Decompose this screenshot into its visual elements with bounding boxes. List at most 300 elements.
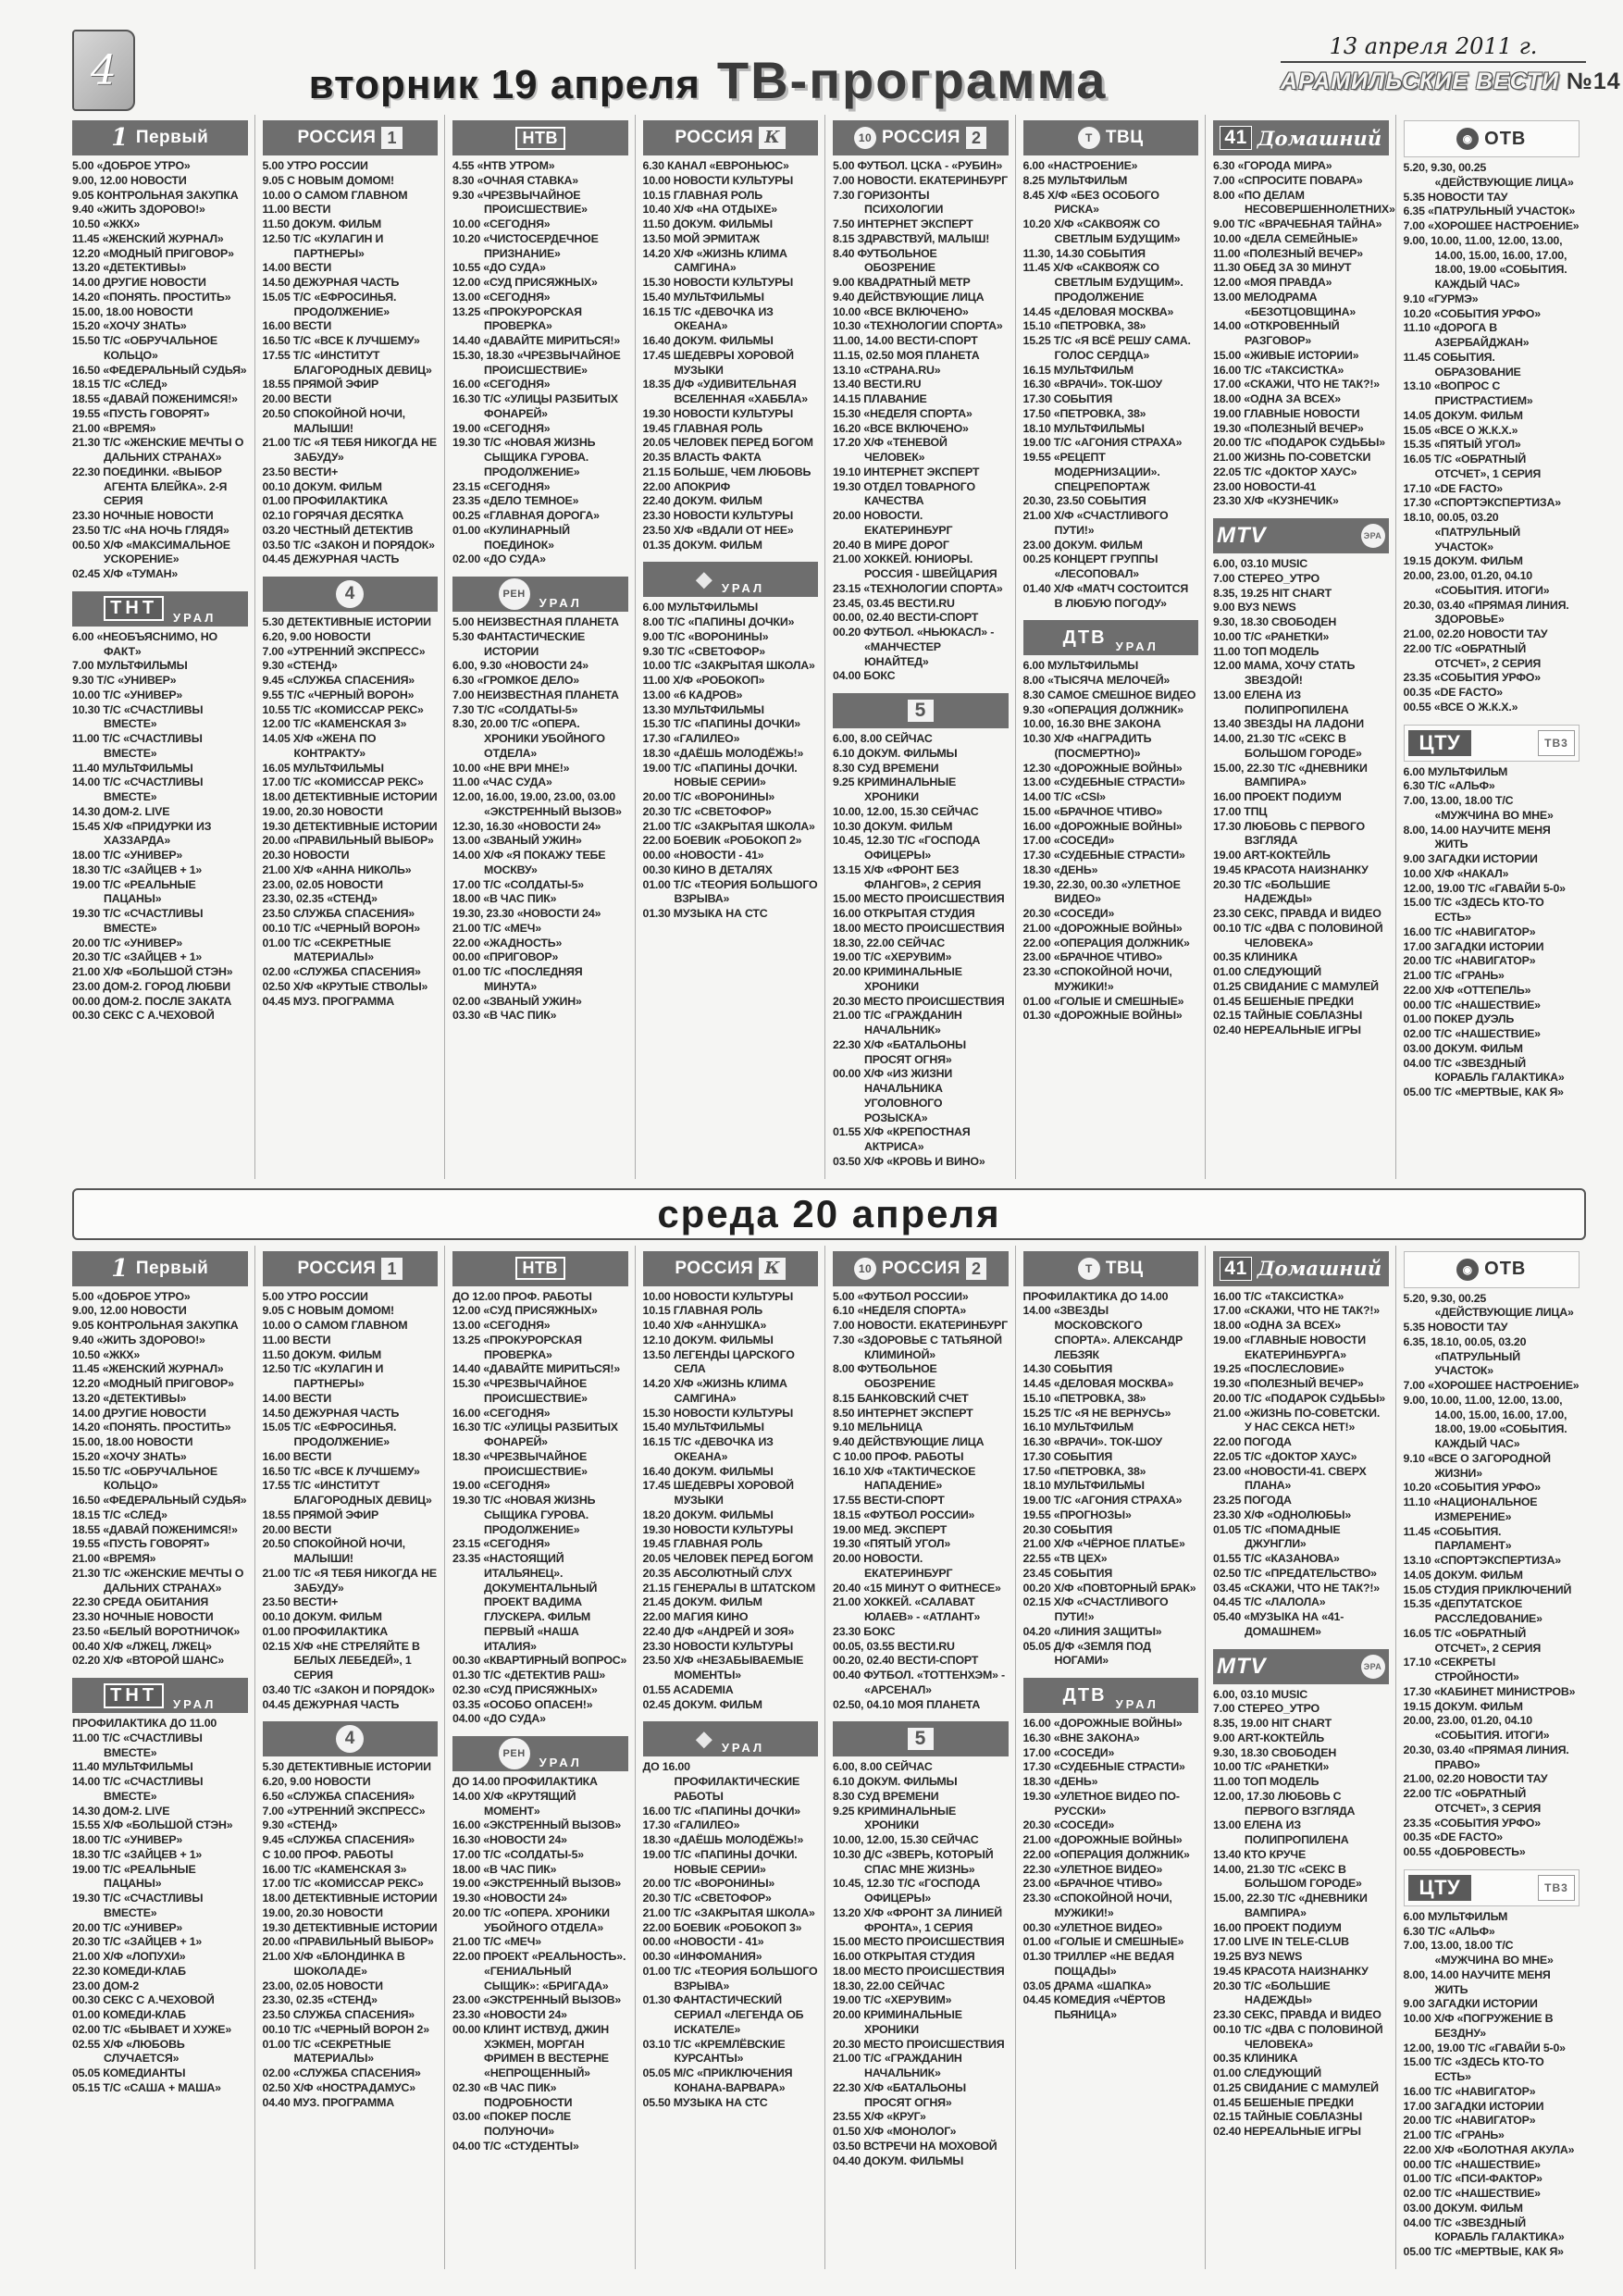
listing-item: 6.00 МУЛЬТФИЛЬМ [1403,1909,1508,1923]
listing-item: 21.00 Т/С «ГРАНЬ» [1403,2128,1505,2141]
listing-item: 00.00 КЛИНТ ИСТВУД, ДЖИН ХЭКМЕН, МОРГАН ФРИМЕН В ВЕСТЕРНЕ «НЕПРОЩЕННЫЙ» [452,2022,610,2079]
channel-column [1023,115,1207,1179]
listing-item: 21.00 «ВРЕМЯ» [72,421,156,435]
listings-4-kanal [263,1760,439,2110]
listing-item: 19.00 Т/С «ПАПИНЫ ДОЧКИ. НОВЫЕ СЕРИИ» [642,761,798,789]
listing-item: 03.00 «ПОКЕР ПОСЛЕ ПОЛУНОЧИ» [452,2110,571,2138]
listing-item: 00.05, 03.55 ВЕСТИ.RU [833,1639,955,1653]
listing-item: 16.50 Т/С «ВСЕ К ЛУЧШЕМУ» [262,334,420,347]
listing-item: 00.00 Х/Ф «ИЗ ЖИЗНИ НАЧАЛЬНИКА УГОЛОВНОГО РОЗЫСКА» [833,1067,953,1124]
channel-name-text: РОССИЯ [882,1258,960,1278]
listing-item: 14.30 ДОМ-2. LIVE [72,1804,170,1818]
listing-item: 18.35 Д/Ф «УДИВИТЕЛЬНАЯ ВСЕЛЕННАЯ «ХАББЛА» [642,378,808,405]
listing-item: 20.30, 03.40 «ПРЯМАЯ ЛИНИЯ. ЗДОРОВЬЕ» [1403,598,1569,627]
channel-10-icon: 10 [854,127,876,149]
channel-41-icon: 41 [1220,1257,1251,1281]
listing-item: 12.00 МАМА, ХОЧУ СТАТЬ ЗВЕЗДОЙ! [1213,659,1356,687]
listing-item: 5.00 «ДОБРОЕ УТРО» [72,159,191,172]
listing-item: 16.00 Т/С «НАВИГАТОР» [1403,925,1536,938]
listing-item: 05.40 «МУЗЫКА НА «41-ДОМАШНЕМ» [1213,1610,1344,1638]
listing-item: 11.30, 14.30 СОБЫТИЯ [1022,246,1146,260]
listing-item: 23.00 «НОВОСТИ-41. СВЕРХ ПЛАНА» [1213,1464,1367,1493]
listing-item: 01.00 «ГОЛЫЕ И СМЕШНЫЕ» [1022,1935,1184,1949]
listing-item: 01.00 Т/С «ТЕОРИЯ БОЛЬШОГО ВЗРЫВА» [642,877,818,906]
listing-item: 5.30 ФАНТАСТИЧЕСКИЕ ИСТОРИИ [452,629,586,658]
listing-item: 12.00, 16.00, 19.00, 23.00, 03.00 «ЭКСТРЕННЫЙ ВЫЗОВ» [452,790,622,818]
listing-item: 01.00 СЛЕДУЮЩИЙ [1213,965,1321,978]
listing-item: 19.30 Т/С «НОВАЯ ЖИЗНЬ СЫЩИКА ГУРОВА. ПРОДОЛЖЕНИЕ» [452,1494,596,1536]
listing-item: 9.00, 10.00, 11.00, 12.00, 13.00, 14.00, 15.00, 16.00, 17.00, 18.00, 19.00 «СОБЫТИЯ. КАЖДЫЙ ЧАС» [1403,1393,1567,1450]
listing-item: 02.40 НЕРЕАЛЬНЫЕ ИГРЫ [1213,2125,1361,2138]
listing-item: 00.10 Т/С «ДВА С ПОЛОВИНОЙ ЧЕЛОВЕКА» [1213,921,1383,949]
listing-item: 17.20 Х/Ф «ТЕНЕВОЙ ЧЕЛОВЕК» [833,436,948,464]
page-number: 4 [91,46,117,94]
listings-ural-sts [643,601,819,922]
listing-item: 9.30 «ОПЕРАЦИЯ ДОЛЖНИК» [1022,702,1183,716]
listing-item: 20.35 АБСОЛЮТНЫЙ СЛУХ [642,1566,792,1580]
listing-item: 23.25 ПОГОДА [1213,1494,1292,1507]
listing-item: 14.20 Х/Ф «ЖИЗНЬ КЛИМА САМГИНА» [642,1377,787,1405]
listing-item: 9.00 ЗАГАДКИ ИСТОРИИ [1403,1997,1538,2011]
listing-item: 23.50 «БЕЛЫЙ ВОРОТНИЧОК» [72,1624,241,1638]
listing-item: 18.00 МЕСТО ПРОИСШЕСТВИЯ [833,921,1005,935]
listing-item: 14.00 ВЕСТИ [262,261,332,275]
listing-item: 22.00 Х/Ф «ОТТЕПЕЛЬ» [1403,983,1531,997]
listing-item: 13.00 «СЕГОДНЯ» [452,290,551,304]
listing-item: 23.50 СЛУЖБА СПАСЕНИЯ» [262,2008,415,2021]
listing-item: 17.45 ШЕДЕВРЫ ХОРОВОЙ МУЗЫКИ [642,348,794,377]
listing-item: ДО 16.00 ПРОФИЛАКТИЧЕСКИЕ РАБОТЫ [642,1760,800,1803]
listing-item: 20.30 Т/С «СВЕТОФОР» [642,804,772,818]
listing-item: 20.30 «СОСЕДИ» [1022,1818,1115,1832]
listing-item: 18.30 «ДЕНЬ» [1022,1775,1098,1788]
listing-item: 17.00 Т/С «СОЛДАТЫ-5» [452,1847,584,1861]
listing-item: 00.40 ФУТБОЛ. «ТОТТЕНХЭМ» - «АРСЕНАЛ» [833,1669,1005,1696]
listing-item: 17.30 «ГАЛИЛЕО» [642,732,740,745]
listings-dtv-ural [1023,1717,1199,2023]
crystal-icon: ◆ [696,1727,712,1751]
listing-item: 14.00 ДРУГИЕ НОВОСТИ [72,1406,206,1420]
listing-item: 19.00 Т/С «ХЕРУВИМ» [833,1993,952,2007]
listing-item: 02.00 Т/С «НАШЕСТВИЕ» [1403,1027,1541,1040]
listing-item: 20.00 ВЕСТИ [262,1522,332,1536]
listings-ren-ural [452,615,628,1024]
listing-item: 20.00 Т/С «НАВИГАТОР» [1403,954,1536,968]
listing-item: 14.50 ДЕЖУРНАЯ ЧАСТЬ [262,1406,400,1420]
listing-item: 15.00, 18.00 НОВОСТИ [72,304,193,318]
channel-name-text: РОССИЯ [675,128,754,147]
listing-item: 20.00 НОВОСТИ. ЕКАТЕРИНБУРГ [833,509,953,537]
listing-item: 22.40 Д/Ф «АНДРЕЙ И ЗОЯ» [642,1624,795,1638]
listing-item: 22.05 Т/С «ДОКТОР ХАУС» [1213,1449,1357,1463]
listing-item: 22.00 «ЖАДНОСТЬ» [452,936,563,949]
listing-item: 10.00 НОВОСТИ КУЛЬТУРЫ [642,1289,794,1303]
listing-item: 10.30 «ТЕХНОЛОГИИ СПОРТА» [833,319,1003,333]
listing-item: 23.50 Т/С «НА НОЧЬ ГЛЯДЯ» [72,523,229,537]
channel-column [1404,115,1587,1179]
channel-logo-rossiya-2 [833,1251,1009,1286]
listing-item: 15.35 «ДЕПУТАТСКОЕ РАССЛЕДОВАНИЕ» [1403,1597,1542,1625]
listing-item: 9.45 «СЛУЖБА СПАСЕНИЯ» [262,674,415,687]
listing-item: 18.55 ПРЯМОЙ ЭФИР [262,378,379,391]
listing-item: 17.30 «СПОРТЭКСПЕРТИЗА» [1403,496,1561,510]
listing-item: 23.30 Х/Ф «КУЗНЕЧИК» [1213,494,1339,508]
listing-item: 6.00, 03.10 MUSIC [1213,1687,1307,1701]
listing-item: 21.00 Х/Ф «АННА НИКОЛЬ» [262,863,412,876]
listing-item: 03.00 ДОКУМ. ФИЛЬМ [1403,2201,1523,2215]
listing-item: 18.00 Т/С «УНИВЕР» [72,1833,183,1846]
channel-column [452,115,636,1179]
listing-item: 20.00, 23.00, 01.20, 04.10 «СОБЫТИЯ. ИТОГИ» [1403,1714,1550,1742]
listing-item: 21.00 Х/Ф «БЛОНДИНКА В ШОКОЛАДЕ» [262,1950,405,1978]
listing-item: 18.00 МЕСТО ПРОИСШЕСТВИЯ [833,1964,1005,1978]
listing-item: 03.00 ДОКУМ. ФИЛЬМ [1403,1041,1523,1055]
listing-item: 22.00 АПОКРИФ [642,479,730,493]
listing-item: 10.45, 12.30 Т/С «ГОСПОДА ОФИЦЕРЫ» [833,1877,981,1905]
listing-item: 01.25 СВИДАНИЕ С МАМУЛЕЙ [1213,979,1379,993]
listing-item: 14.00 Т/С «CSI» [1022,790,1106,803]
listing-item: 9.40 «ЖИТЬ ЗДОРОВО!» [72,1333,205,1347]
listing-item: 9.05 КОНТРОЛЬНАЯ ЗАКУПКА [72,1319,239,1332]
listing-item: 15.50 Т/С «ОБРУЧАЛЬНОЕ КОЛЬЦО» [72,1464,217,1493]
listing-item: 11.00 ТОП МОДЕЛЬ [1213,644,1319,658]
rossiya-2-badge-icon: 2 [966,1258,987,1280]
listing-item: 18.15 Т/С «СЛЕД» [72,1508,167,1521]
channel-name-text: ОТВ [1484,128,1527,149]
listing-item: 13.15 Х/Ф «ФРОНТ БЕЗ ФЛАНГОВ», 2 СЕРИЯ [833,863,982,891]
listing-item: 20.00 КРИМИНАЛЬНЫЕ ХРОНИКИ [833,2008,962,2036]
listing-item: 19.30 Т/С «СЧАСТЛИВЫ ВМЕСТЕ» [72,907,204,935]
listing-item: 10.00 Т/С «ЗАКРЫТАЯ ШКОЛА» [642,659,815,673]
listing-item: 04.45 МУЗ. ПРОГРАММА [262,994,395,1008]
listing-item: 19.15 ДОКУМ. ФИЛЬМ [1403,1699,1523,1713]
listing-item: 6.00 МУЛЬТФИЛЬМЫ [1022,659,1139,673]
listing-item: 12.00, 19.00 Т/С «ГАВАЙИ 5-0» [1403,881,1566,895]
listing-item: 10.00 «ВСЕ ВКЛЮЧЕНО» [833,304,969,318]
listing-item: 23.50 Х/Ф «НЕЗАБЫВАЕМЫЕ МОМЕНТЫ» [642,1654,804,1682]
listing-item: 23.35 «НАСТОЯЩИЙ ИТАЛЬЯНЕЦ». ДОКУМЕНТАЛЬНЫЙ ПРОЕКТ ВАДИМА ГЛУСКЕРА. ФИЛЬМ ПЕРВЫЙ «НАША ИТАЛИЯ» [452,1552,598,1653]
rossiya-1-badge-icon: 1 [381,127,403,149]
listing-item: 19.45 КРАСОТА НАИЗНАНКУ [1213,1964,1369,1978]
listing-item: 00.00, 02.40 ВЕСТИ-СПОРТ [833,611,979,625]
listing-item: 14.15 ПЛАВАНИЕ [833,392,927,405]
listing-item: 16.50 Т/С «ВСЕ К ЛУЧШЕМУ» [262,1464,420,1478]
listing-item: 6.00, 9.30 «НОВОСТИ 24» [452,659,588,673]
listing-item: 01.45 БЕШЕНЫЕ ПРЕДКИ [1213,994,1354,1008]
listing-item: 15.30, 18.30 «ЧРЕЗВЫЧАЙНОЕ ПРОИСШЕСТВИЕ» [452,348,621,377]
listing-item: 14.45 «ДЕЛОВАЯ МОСКВА» [1022,1377,1174,1390]
channel-name-text: УРАЛ [1115,639,1158,654]
listing-item: 17.00 «СОСЕДИ» [1022,1745,1115,1759]
listing-item: 19.00 МЕД. ЭКСПЕРТ [833,1522,948,1536]
listing-item: 5.30 ДЕТЕКТИВНЫЕ ИСТОРИИ [262,1760,431,1774]
listing-item: 20.30 «СОСЕДИ» [1022,907,1115,920]
listing-item: 02.50, 04.10 МОЯ ПЛАНЕТА [833,1697,981,1711]
listing-item: 16.00 «СЕГОДНЯ» [452,378,551,391]
listing-item: 7.00 НОВОСТИ. ЕКАТЕРИНБУРГ [833,173,1008,187]
listing-item: 16.10 МУЛЬТФИЛЬМ [1022,1421,1134,1434]
listing-item: 11.45 «ЖЕНСКИЙ ЖУРНАЛ» [72,231,224,245]
channel-4-icon: 4 [336,1725,364,1753]
listing-item: 15.20 «ХОЧУ ЗНАТЬ» [72,1449,187,1463]
listing-item: 10.40 Х/Ф «НА ОТДЫХЕ» [642,203,777,217]
listing-item: 00.30 «ИНФОМАНИЯ» [642,1950,762,1963]
listing-item: 23.50 ВЕСТИ+ [262,1595,339,1609]
listing-item: 17.00 Т/С «КОМИССАР РЕКС» [262,776,424,789]
listing-item: 20.40 В МИРЕ ДОРОГ [833,538,949,552]
listing-item: 01.30 «ДОРОЖНЫЕ ВОЙНЫ» [1022,1009,1183,1023]
listing-item: 19.00 Т/С «ПАПИНЫ ДОЧКИ. НОВЫЕ СЕРИИ» [642,1847,798,1876]
listing-item: 16.00 ПРОЕКТ ПОДИУМ [1213,790,1342,803]
listing-item: 15.00 «ЖИВЫЕ ИСТОРИИ» [1213,348,1359,362]
listing-item: 00.30 СЕКС С А.ЧЕХОВОЙ [72,1009,215,1023]
listing-item: 12.10 ДОКУМ. ФИЛЬМЫ [642,1333,774,1347]
rossiya-2-badge-icon: 2 [966,127,987,149]
listings-rossiya-1 [263,159,439,567]
listing-item: 01.30 МУЗЫКА НА СТС [642,907,768,920]
channel-logo-perviy [72,1251,248,1286]
channel-logo-rossiya-1 [263,120,439,155]
listing-item: 5.20, 9.30, 00.25 «ДЕЙСТВУЮЩИЕ ЛИЦА» [1403,1291,1574,1320]
listing-item: 23.00 ДОМ-2 [72,1979,140,1992]
ntv-logo-icon: НТВ [515,1257,566,1280]
listing-item: 22.00 МАГИЯ КИНО [642,1610,749,1623]
listing-item: 00.35 «DE FACTO» [1403,686,1503,699]
ren-logo-icon: РЕН [499,1738,530,1769]
listing-item: 22.40 ДОКУМ. ФИЛЬМ [642,494,762,508]
listing-item: 00.10 Т/С «ДВА С ПОЛОВИНОЙ ЧЕЛОВЕКА» [1213,2022,1383,2051]
listing-item: 17.45 ШЕДЕВРЫ ХОРОВОЙ МУЗЫКИ [642,1479,794,1507]
listing-item: 17.55 Т/С «ИНСТИТУТ БЛАГОРОДНЫХ ДЕВИЦ» [262,1479,432,1507]
era-logo-icon: ЭРА [1361,1655,1385,1679]
listing-item: 8.35, 19.00 HIT CHART [1213,1717,1332,1730]
listing-item: 01.55 Т/С «КАЗАНОВА» [1213,1552,1340,1565]
listing-item: 6.10 ДОКУМ. ФИЛЬМЫ [833,746,958,760]
listing-item: 7.50 ИНТЕРНЕТ ЭКСПЕРТ [833,217,973,230]
listing-item: 14.40 «ДАВАЙТЕ МИРИТЬСЯ!» [452,334,621,347]
listing-item: 01.30 ТРИЛЛЕР «НЕ ВЕДАЯ ПОЩАДЫ» [1022,1950,1174,1978]
listing-item: 18.10 МУЛЬТФИЛЬМЫ [1022,1479,1145,1493]
listing-item: 19.00 Т/С «РЕАЛЬНЫЕ ПАЦАНЫ» [72,1862,196,1891]
listing-item: 11.10 «ДОРОГА В АЗЕРБАЙДЖАН» [1403,321,1530,349]
channel-logo-otv [1404,1251,1580,1288]
channel-logo-ural-sts [643,1721,819,1756]
listing-item: 22.30 Х/Ф «БАТАЛЬОНЫ ПРОСЯТ ОГНЯ» [833,1037,966,1066]
listings-5-kanal [833,1760,1009,2168]
tv3-logo-icon: ТВ3 [1538,1875,1575,1901]
listing-item: 00.30 КИНО В ДЕТАЛЯХ [642,863,773,876]
listing-item: 15.00 Т/С «ЗДЕСЬ КТО-ТО ЕСТЬ» [1403,896,1544,924]
listing-item: 12.00 «МОЯ ПРАВДА» [1213,276,1332,289]
listing-item: 00.10 Т/С «ЧЕРНЫЙ ВОРОН» [262,921,420,935]
listing-item: 02.00 Т/С «БЫВАЕТ И ХУЖЕ» [72,2022,232,2036]
listing-item: 23.55 Х/Ф «КРУГ» [833,2110,926,2124]
listing-item: 15.00 Т/С «ЗДЕСЬ КТО-ТО ЕСТЬ» [1403,2055,1544,2083]
listing-item: 13.50 ЛЕГЕНДЫ ЦАРСКОГО СЕЛА [642,1347,795,1376]
listings-ctu [1404,1910,1580,2260]
listing-item: 13.50 МОЙ ЭРМИТАЖ [642,231,760,245]
listing-item: 8.00 «ТЫСЯЧА МЕЛОЧЕЙ» [1022,674,1171,687]
tv-grid-1 [72,1246,1586,2269]
listing-item: 14.00 «ЗВЕЗДЫ МОСКОВСКОГО СПОРТА». АЛЕКСАНДР ЛЕБЗЯК [1022,1304,1183,1361]
channel-name-text: ТВЦ [1105,128,1144,147]
listing-item: 05.05 КОМЕДИАНТЫ [72,2066,186,2079]
listing-item: 02.50 Х/Ф «НОСТРАДАМУС» [262,2080,415,2094]
listing-item: 04.20 «ЛИНИЯ ЗАЩИТЫ» [1022,1624,1162,1638]
listing-item: 17.00 LIVE IN TELE-CLUB [1213,1935,1349,1949]
channel-5-icon: 5 [908,700,934,722]
listing-item: 10.15 ГЛАВНАЯ РОЛЬ [642,188,762,202]
listing-item: 16.30 «ВРАЧИ». ТОК-ШОУ [1022,1435,1163,1448]
listing-item: 02.20 Х/Ф «ВТОРОЙ ШАНС» [72,1654,225,1668]
listing-item: 01.00 Т/С «ТЕОРИЯ БОЛЬШОГО ВЗРЫВА» [642,1964,818,1992]
listing-item: 05.50 МУЗЫКА НА СТС [642,2095,768,2109]
listing-item: 6.00 «НЕОБЪЯСНИМО, НО ФАКТ» [72,629,217,658]
listing-item: 19.55 «ПУСТЬ ГОВОРЯТ» [72,406,210,420]
listing-item: 05.05 Д/Ф «ЗЕМЛЯ ПОД НОГАМИ» [1022,1639,1151,1668]
listing-item: 9.10 МЕЛЬНИЦА [833,1421,923,1434]
listing-item: 11.00 «ЧАС СУДА» [452,776,552,789]
rossiya-k-badge-icon: К [759,1258,786,1280]
listing-item: 8.15 ЗДРАВСТВУЙ, МАЛЫШ! [833,231,990,245]
listing-item: 01.00 ПРОФИЛАКТИКА [262,494,388,508]
listing-item: 6.30 КАНАЛ «ЕВРОНЬЮС» [642,159,789,172]
listing-item: 15.05 Т/С «ЕФРОСИНЬЯ. ПРОДОЛЖЕНИЕ» [262,1421,397,1448]
listing-item: 22.00 БОЕВИК «РОБОКОП 2» [642,834,802,848]
listing-item: 16.00 ВЕСТИ [262,1449,332,1463]
listing-item: 6.30 Т/С «АЛЬФ» [1403,1924,1495,1938]
listing-item: 01.35 ДОКУМ. ФИЛЬМ [642,538,762,552]
listing-item: 15.00 МЕСТО ПРОИСШЕСТВИЯ [833,1935,1005,1949]
channel-column [1404,1246,1587,2269]
listing-item: 21.00 Т/С «ГРАЖДАНИН НАЧАЛЬНИК» [833,2052,962,2079]
listing-item: 01.40 Х/Ф «МАТЧ СОСТОИТСЯ В ЛЮБУЮ ПОГОДУ» [1022,581,1189,610]
listing-item: 02.15 ТАЙНЫЕ СОБЛАЗНЫ [1213,2110,1363,2124]
listing-item: 16.00 «ДОРОЖНЫЕ ВОЙНЫ» [1022,819,1183,833]
listing-item: 22.55 «ТВ ЦЕХ» [1022,1552,1108,1565]
listing-item: 11.00 «ПОЛЕЗНЫЙ ВЕЧЕР» [1213,246,1363,260]
listing-item: 12.00, 17.30 ЛЮБОВЬ С ПЕРВОГО ВЗГЛЯДА [1213,1789,1356,1818]
listing-item: 17.10 «СЕКРЕТЫ СТРОЙНОСТИ» [1403,1656,1519,1683]
listing-item: 6.30 «ГОРОДА МИРА» [1213,159,1332,172]
listing-item: 20.00 Т/С «ПОДАРОК СУДЬБЫ» [1213,436,1385,450]
listing-item: 19.30 Т/С «НОВАЯ ЖИЗНЬ СЫЩИКА ГУРОВА. ПРОДОЛЖЕНИЕ» [452,436,596,478]
day1-title-block [135,26,1281,110]
listing-item: 21.00 Х/Ф «СЧАСТЛИВОГО ПУТИ!» [1022,509,1169,537]
listing-item: 18.00 ДЕТЕКТИВНЫЕ ИСТОРИИ [262,790,438,803]
listing-item: 19.00 ГЛАВНЫЕ НОВОСТИ [1213,406,1360,420]
listing-item: 16.05 Т/С «ОБРАТНЫЙ ОТСЧЕТ», 1 СЕРИЯ [1403,453,1542,480]
channel-logo-ntv [452,120,628,155]
listing-item: 11.45 Х/Ф «САКВОЯЖ СО СВЕТЛЫМ БУДУЩИМ». ПРОДОЛЖЕНИЕ [1022,261,1183,304]
listing-item: 00.40 Х/Ф «ЛЖЕЦ, ЛЖЕЦ» [72,1639,212,1653]
listing-item: 6.50 «СЛУЖБА СПАСЕНИЯ» [262,1789,415,1803]
listing-item: 02.15 Х/Ф «НЕ СТРЕЛЯЙТЕ В БЕЛЫХ ЛЕБЕДЕЙ», 1 СЕРИЯ [262,1639,420,1682]
listing-item: 00.50 Х/Ф «МАКСИМАЛЬНОЕ УСКОРЕНИЕ» [72,538,230,566]
tnt-logo-icon: ТНТ [104,596,164,621]
listing-item: 9.45 «СЛУЖБА СПАСЕНИЯ» [262,1833,415,1846]
listing-item: 12.20 «МОДНЫЙ ПРИГОВОР» [72,1377,234,1390]
listing-item: 19.00 Т/С «ХЕРУВИМ» [833,950,952,964]
listing-item: 02.00 «СЛУЖБА СПАСЕНИЯ» [262,965,421,978]
listings-ural-sts [643,1760,819,2110]
listing-item: 9.00 ВУЗ NEWS [1213,601,1296,614]
listing-item: 21.00 Т/С «ЗАКРЫТАЯ ШКОЛА» [642,1905,815,1919]
channel-column [643,1246,826,2269]
listing-item: 10.30 Д/С «ЗВЕРЬ, КОТОРЫЙ СПАС МНЕ ЖИЗНЬ» [833,1847,994,1876]
listing-item: 14.20 Х/Ф «ЖИЗНЬ КЛИМА САМГИНА» [642,246,787,275]
listing-item: 8.00, 14.00 НАУЧИТЕ МЕНЯ ЖИТЬ [1403,1967,1551,1996]
channel-column [833,1246,1016,2269]
listing-item: 16.00 ОТКРЫТАЯ СТУДИЯ [833,907,975,920]
listing-item: 9.30 Т/С «УНИВЕР» [72,674,177,687]
listing-item: 17.30 СОБЫТИЯ [1022,392,1113,405]
listing-item: 13.25 «ПРОКУРОРСКАЯ ПРОВЕРКА» [452,304,582,333]
listing-item: 13.40 КТО КРУЧЕ [1213,1847,1307,1861]
listing-item: 02.40 НЕРЕАЛЬНЫЕ ИГРЫ [1213,1024,1361,1036]
listing-item: 18.00 «ОДНА ЗА ВСЕХ» [1213,392,1341,405]
listing-item: 11.40 МУЛЬТФИЛЬМЫ [72,1760,193,1774]
listing-item: 20.00 «ПРАВИЛЬНЫЙ ВЫБОР» [262,1935,434,1949]
listing-item: 9.25 КРИМИНАЛЬНЫЕ ХРОНИКИ [833,1804,957,1832]
listing-item: 16.15 Т/С «ДЕВОЧКА ИЗ ОКЕАНА» [642,304,774,333]
listing-item: 13.00 МЕЛОДРАМА «БЕЗОТЦОВЩИНА» [1213,290,1357,318]
listing-item: 12.30, 16.30 «НОВОСТИ 24» [452,819,601,833]
listing-item: 02.15 Х/Ф «СЧАСТЛИВОГО ПУТИ!» [1022,1595,1169,1623]
listing-item: 13.00 ЕЛЕНА ИЗ ПОЛИПРОПИЛЕНА [1213,1818,1349,1846]
listing-item: 10.20 Х/Ф «САКВОЯЖ СО СВЕТЛЫМ БУДУЩИМ» [1022,217,1181,245]
listing-item: 19.00 ART-КОКТЕЙЛЬ [1213,849,1331,862]
listing-item: 15.30 Т/С «ПАПИНЫ ДОЧКИ» [642,717,800,731]
listing-item: 04.00 Т/С «СТУДЕНТЫ» [452,2139,579,2153]
listing-item: 19.30 ОТДЕЛ ТОВАРНОГО КАЧЕСТВА [833,479,975,508]
listing-item: 14.45 «ДЕЛОВАЯ МОСКВА» [1022,304,1174,318]
listings-mtv [1213,557,1389,1038]
listing-item: 9.30 «ЧРЕЗВЫЧАЙНОЕ ПРОИСШЕСТВИЕ» [452,188,588,217]
listing-item: 00.00 «НОВОСТИ - 41» [642,849,764,862]
listing-item: 14.50 ДЕЖУРНАЯ ЧАСТЬ [262,276,400,289]
channel-4-icon: 4 [336,580,364,608]
listing-item: 7.00 «СПРОСИТЕ ПОВАРА» [1213,173,1363,187]
listing-item: 10.20 «ЧИСТОСЕРДЕЧНОЕ ПРИЗНАНИЕ» [452,231,599,260]
listing-item: 19.55 «РЕЦЕПТ МОДЕРНИЗАЦИИ». СПЕЦРЕПОРТАЖ [1022,451,1160,493]
listing-item: 13.00 «СЕГОДНЯ» [452,1319,551,1332]
listing-item: 03.35 «ОСОБО ОПАСЕН!» [452,1697,593,1711]
listing-item: 00.00 Т/С «НАШЕСТВИЕ» [1403,998,1541,1011]
listing-item: 8.30, 20.00 Т/С «ОПЕРА. ХРОНИКИ УБОЙНОГО ОТДЕЛА» [452,717,605,760]
listing-item: 00.10 Т/С «ЧЕРНЫЙ ВОРОН 2» [262,2022,429,2036]
listing-item: 02.30 «СУД ПРИСЯЖНЫХ» [452,1682,598,1696]
otv-swirl-icon: ◉ [1456,1259,1479,1281]
listing-item: 23.35 «СОБЫТИЯ УРФО» [1403,1816,1541,1830]
listing-item: 19.30 НОВОСТИ КУЛЬТУРЫ [642,406,794,420]
listing-item: 20.05 ЧЕЛОВЕК ПЕРЕД БОГОМ [642,1552,813,1565]
listing-item: 15.00 «БРАЧНОЕ ЧТИВО» [1022,804,1163,818]
listing-item: 20.00 ВЕСТИ [262,392,332,405]
listing-item: 19.00 «СЕГОДНЯ» [452,421,551,435]
listing-item: 21.00 «ЖИЗНЬ ПО-СОВЕТСКИ. У НАС СЕКСА НЕТ!» [1213,1406,1381,1434]
listing-item: 16.00 «СЕГОДНЯ» [452,1406,551,1420]
listing-item: 8.00 «ПО ДЕЛАМ НЕСОВЕРШЕННОЛЕТНИХ» [1213,188,1395,217]
listing-item: 15.30 «НЕДЕЛЯ СПОРТА» [833,406,973,420]
tv-grid-0 [72,115,1586,1179]
listing-item: 00.00 Т/С «НАШЕСТВИЕ» [1403,2157,1541,2171]
listing-item: 23.00 НОВОСТИ-41 [1213,479,1317,493]
ctu-logo-icon: ЦТУ [1408,1875,1472,1901]
listing-item: 20.00 НОВОСТИ. ЕКАТЕРИНБУРГ [833,1552,953,1580]
channel-logo-ntv [452,1251,628,1286]
listing-item: 22.00 ПОГОДА [1213,1435,1292,1448]
